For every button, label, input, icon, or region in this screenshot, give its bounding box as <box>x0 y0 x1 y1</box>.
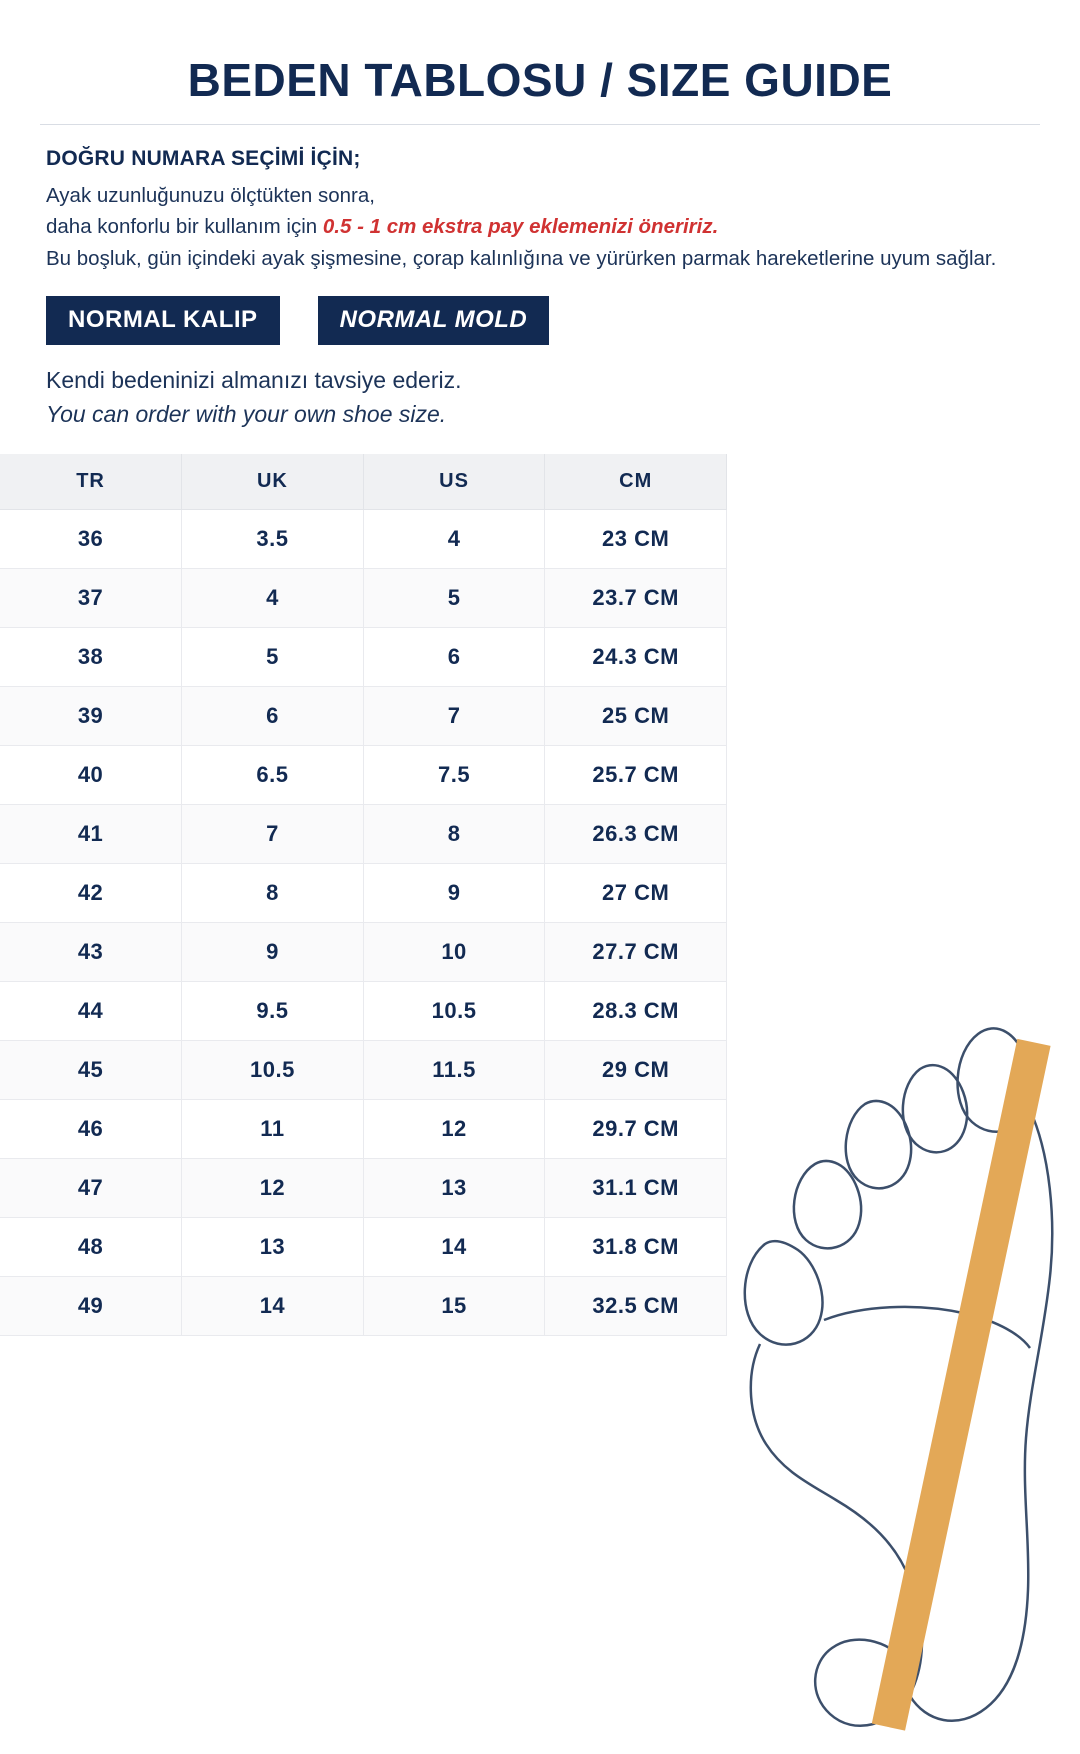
table-cell-uk: 9.5 <box>182 981 364 1040</box>
note-line-tr: Kendi bedeninizi almanızı tavsiye ederiz. <box>46 366 462 393</box>
toe-little-icon <box>745 1241 823 1345</box>
toe-second-icon <box>903 1065 967 1152</box>
foot-arch-outline <box>751 1344 922 1726</box>
column-header-cm: CM <box>545 454 727 510</box>
table-cell-uk: 13 <box>182 1217 364 1276</box>
table-row <box>0 568 727 627</box>
ruler-bar <box>872 1039 1051 1731</box>
table-cell-cm: 24.3 CM <box>545 627 727 686</box>
table-cell-us: 5 <box>363 568 545 627</box>
table-row <box>0 1276 727 1335</box>
intro-line-1: Ayak uzunluğunuzu ölçtükten sonra, <box>46 183 375 207</box>
intro-block <box>40 147 1040 274</box>
table-cell-tr: 39 <box>0 686 182 745</box>
table-cell-tr: 44 <box>0 981 182 1040</box>
table-row <box>0 1217 727 1276</box>
badge-normal-mold: NORMAL MOLD <box>318 296 550 345</box>
table-cell-uk: 12 <box>182 1158 364 1217</box>
table-cell-uk: 8 <box>182 863 364 922</box>
table-cell-us: 9 <box>363 863 545 922</box>
table-cell-cm: 31.8 CM <box>545 1217 727 1276</box>
table-cell-cm: 23.7 CM <box>545 568 727 627</box>
table-cell-tr: 41 <box>0 804 182 863</box>
table-cell-tr: 46 <box>0 1099 182 1158</box>
table-row <box>0 745 727 804</box>
size-table-wrap <box>0 454 1080 1336</box>
table-cell-cm: 25 CM <box>545 686 727 745</box>
table-cell-us: 4 <box>363 509 545 568</box>
table-cell-uk: 9 <box>182 922 364 981</box>
table-cell-us: 10 <box>363 922 545 981</box>
page-title: BEDEN TABLOSU / SIZE GUIDE <box>187 54 893 106</box>
table-cell-cm: 27.7 CM <box>545 922 727 981</box>
table-cell-uk: 6 <box>182 686 364 745</box>
table-cell-cm: 32.5 CM <box>545 1276 727 1335</box>
title-divider <box>40 124 1040 125</box>
size-table <box>0 454 727 1336</box>
mold-badges <box>40 296 1040 345</box>
table-cell-tr: 49 <box>0 1276 182 1335</box>
table-cell-us: 7.5 <box>363 745 545 804</box>
table-cell-tr: 37 <box>0 568 182 627</box>
toe-third-icon <box>846 1101 911 1188</box>
table-cell-uk: 14 <box>182 1276 364 1335</box>
table-cell-tr: 45 <box>0 1040 182 1099</box>
table-cell-tr: 48 <box>0 1217 182 1276</box>
table-cell-us: 12 <box>363 1099 545 1158</box>
table-cell-cm: 27 CM <box>545 863 727 922</box>
table-cell-tr: 36 <box>0 509 182 568</box>
intro-line-2 <box>46 212 1040 242</box>
size-table-body <box>0 509 727 1335</box>
intro-line-3: Bu boşluk, gün içindeki ayak şişmesine, çorap kalınlığına ve yürürken parmak hareketlerine uyum sağlar. <box>46 247 997 271</box>
table-row <box>0 509 727 568</box>
intro-line-2-emphasis: 0.5 - 1 cm ekstra pay eklemenizi öneririz. <box>322 215 719 239</box>
table-header-row <box>0 454 727 510</box>
note-line-en: You can order with your own shoe size. <box>46 401 447 428</box>
table-cell-us: 7 <box>363 686 545 745</box>
toe-big-icon <box>958 1028 1033 1131</box>
table-row <box>0 863 727 922</box>
table-cell-us: 8 <box>363 804 545 863</box>
foot-outer-outline <box>910 1110 1052 1721</box>
recommendation-note <box>40 363 1040 432</box>
table-cell-us: 14 <box>363 1217 545 1276</box>
table-row <box>0 804 727 863</box>
table-cell-uk: 4 <box>182 568 364 627</box>
table-cell-cm: 26.3 CM <box>545 804 727 863</box>
column-header-us: US <box>363 454 545 510</box>
table-cell-us: 13 <box>363 1158 545 1217</box>
foot-measurement-illustration <box>720 1014 1080 1754</box>
table-cell-uk: 5 <box>182 627 364 686</box>
table-cell-uk: 6.5 <box>182 745 364 804</box>
table-cell-cm: 29 CM <box>545 1040 727 1099</box>
table-row <box>0 981 727 1040</box>
table-row <box>0 627 727 686</box>
table-cell-cm: 23 CM <box>545 509 727 568</box>
badge-normal-kalip: NORMAL KALIP <box>46 296 280 345</box>
table-row <box>0 1158 727 1217</box>
table-cell-cm: 31.1 CM <box>545 1158 727 1217</box>
table-cell-tr: 43 <box>0 922 182 981</box>
table-cell-uk: 3.5 <box>182 509 364 568</box>
size-table-head <box>0 454 727 510</box>
table-cell-cm: 29.7 CM <box>545 1099 727 1158</box>
table-cell-us: 15 <box>363 1276 545 1335</box>
table-row <box>0 686 727 745</box>
table-cell-us: 10.5 <box>363 981 545 1040</box>
table-cell-cm: 28.3 CM <box>545 981 727 1040</box>
table-cell-uk: 11 <box>182 1099 364 1158</box>
table-cell-uk: 7 <box>182 804 364 863</box>
table-row <box>0 922 727 981</box>
table-cell-tr: 47 <box>0 1158 182 1217</box>
table-cell-tr: 42 <box>0 863 182 922</box>
table-row <box>0 1099 727 1158</box>
table-cell-tr: 38 <box>0 627 182 686</box>
table-cell-us: 11.5 <box>363 1040 545 1099</box>
intro-heading: DOĞRU NUMARA SEÇİMİ İÇİN; <box>46 146 361 170</box>
foot-ball-line <box>824 1307 1030 1348</box>
table-row <box>0 1040 727 1099</box>
table-cell-uk: 10.5 <box>182 1040 364 1099</box>
intro-line-2-prefix: daha konforlu bir kullanım için <box>46 215 323 239</box>
column-header-uk: UK <box>182 454 364 510</box>
table-cell-tr: 40 <box>0 745 182 804</box>
table-cell-us: 6 <box>363 627 545 686</box>
toe-fourth-icon <box>794 1161 861 1248</box>
table-cell-cm: 25.7 CM <box>545 745 727 804</box>
column-header-tr: TR <box>0 454 182 510</box>
